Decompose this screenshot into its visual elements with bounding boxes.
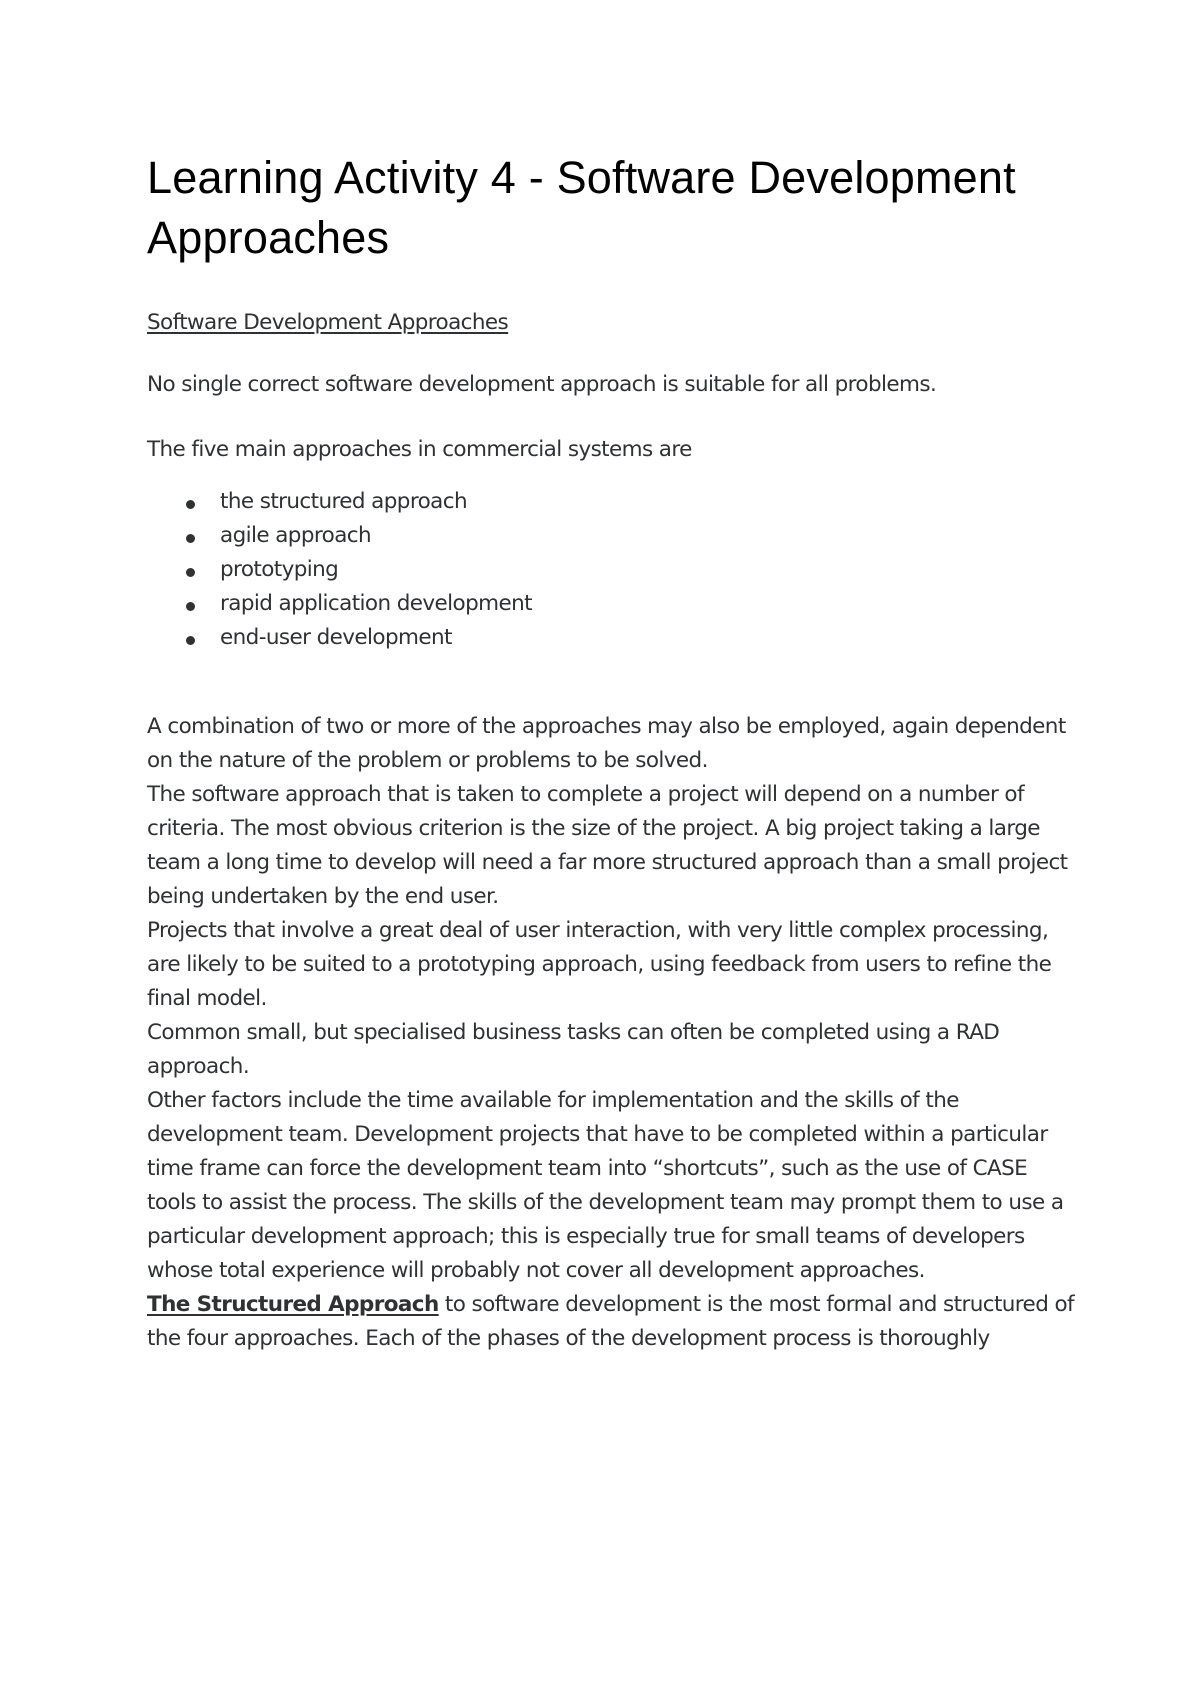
list-item-label: agile approach [220, 523, 372, 548]
structured-approach-link[interactable]: The Structured Approach [147, 1292, 439, 1317]
document-body [147, 368, 1077, 1356]
list-item [147, 519, 1077, 553]
section-heading: Software Development Approaches [147, 310, 509, 335]
structured-approach-text: to software development is the most formal and structured of the four approaches. Each of the phases of the development process is thoroughly [147, 1292, 1074, 1351]
list-item [147, 587, 1077, 621]
approaches-list [147, 485, 1077, 655]
intro-paragraph-2: The five main approaches in commercial systems are [147, 437, 692, 462]
bullet-icon [186, 568, 195, 577]
bullet-icon [186, 534, 195, 543]
paragraph-rad: Common small, but specialised business tasks can often be completed using a RAD approach. [147, 1020, 1000, 1079]
list-item-label: end-user development [220, 625, 452, 650]
list-item-label: the structured approach [220, 489, 467, 514]
paragraph-prototyping: Projects that involve a great deal of user interaction, with very little complex processing, are likely to be suited to a prototyping approach, using feedback from users to refine the final model. [147, 918, 1052, 1011]
intro-paragraph-1: No single correct software development approach is suitable for all problems. [147, 372, 937, 397]
bullet-icon [186, 636, 195, 645]
paragraph-combination: A combination of two or more of the approaches may also be employed, again dependent on the nature of the problem or problems to be solved. [147, 714, 1066, 773]
paragraph-structured [147, 1288, 1077, 1356]
page-title: Learning Activity 4 - Software Development Approaches [147, 152, 1016, 263]
list-item-label: rapid application development [220, 591, 532, 616]
list-item [147, 621, 1077, 655]
list-item [147, 553, 1077, 587]
list-item-label: prototyping [220, 557, 339, 582]
document-page [147, 148, 1077, 1356]
paragraph-criteria: The software approach that is taken to complete a project will depend on a number of criteria. The most obvious criterion is the size of the project. A big project taking a large team a long time to develop will need a far more structured approach than a small project being undertaken by the end user. [147, 782, 1068, 909]
list-item [147, 485, 1077, 519]
bullet-icon [186, 500, 195, 509]
paragraph-factors: Other factors include the time available for implementation and the skills of the development team. Development projects that have to be completed within a particular time frame can force the development team into “shortcuts”, such as the use of CASE tools to assist the process. The skills of the development team may prompt them to use a particular development approach; this is especially true for small teams of developers whose total experience will probably not cover all development approaches. [147, 1088, 1064, 1283]
bullet-icon [186, 602, 195, 611]
